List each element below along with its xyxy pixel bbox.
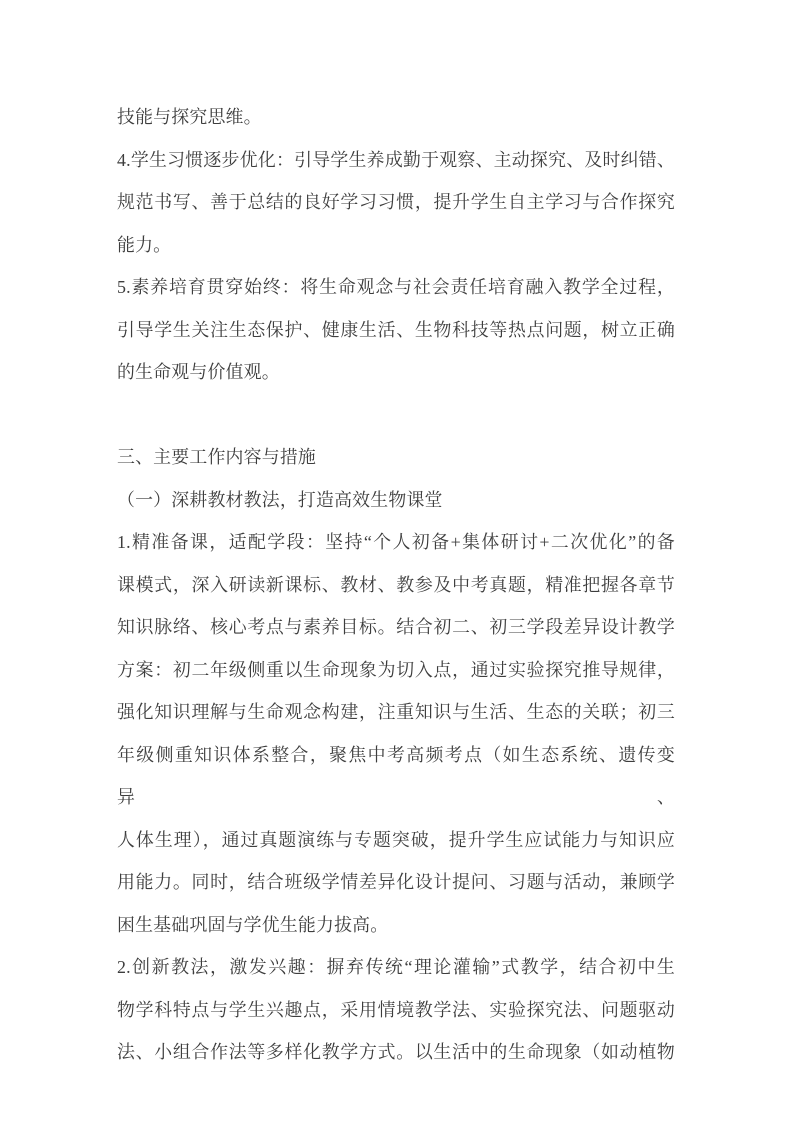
text-line: 技能与探究思维。 [117,107,262,127]
text-line: 规范书写、善于总结的良好学习习惯，提升学生自主学习与合作探究 [117,192,675,212]
text-line: 法、小组合作法等多样化教学方式。以生活中的生命现象（如动植物 [117,1042,675,1062]
text-line: 方案：初二年级侧重以生命现象为切入点，通过实验探究推导规律， [117,659,675,680]
text-line: 人体生理），通过真题演练与专题突破，提升学生应试能力与知识应 [117,829,675,850]
text-line: 课模式，深入研读新课标、教材、教参及中考真题，精准把握各章节 [117,574,675,595]
text-line: 能力。 [117,234,172,255]
text-line: 5.素养培育贯穿始终：将生命观念与社会责任培育融入教学全过程， [117,277,675,297]
text-line: 4.学生习惯逐步优化：引导学生养成勤于观察、主动探究、及时纠错、 [117,149,675,170]
text-line: 2.创新教法，激发兴趣：摒弃传统“理论灌输”式教学，结合初中生 [117,957,675,977]
text-line: 年级侧重知识体系整合，聚焦中考高频考点（如生态系统、遗传变异、 [117,744,675,807]
text-line: 的生命观与价值观。 [117,362,280,382]
blank-line [117,394,675,437]
text-line: 强化知识理解与生命观念构建，注重知识与生活、生态的关联；初三 [117,702,675,722]
text-line: 引导学生关注生态保护、健康生活、生物科技等热点问题，树立正确 [117,319,675,340]
sub-heading-line: （一）深耕教材教法，打造高效生物课堂 [117,489,443,510]
document-text-block [117,96,675,1074]
text-line: 困生基础巩固与学优生能力拔高。 [117,914,389,935]
text-line: 知识脉络、核心考点与素养目标。结合初二、初三学段差异设计教学 [117,617,675,637]
text-line: 用能力。同时，结合班级学情差异化设计提问、习题与活动，兼顾学 [117,872,675,892]
text-line: 物学科特点与学生兴趣点，采用情境教学法、实验探究法、问题驱动 [117,999,675,1020]
text-line: 1.精准备课，适配学段：坚持“个人初备+集体研讨+二次优化”的备 [117,532,675,552]
section-heading-line: 三、主要工作内容与措施 [117,447,316,467]
